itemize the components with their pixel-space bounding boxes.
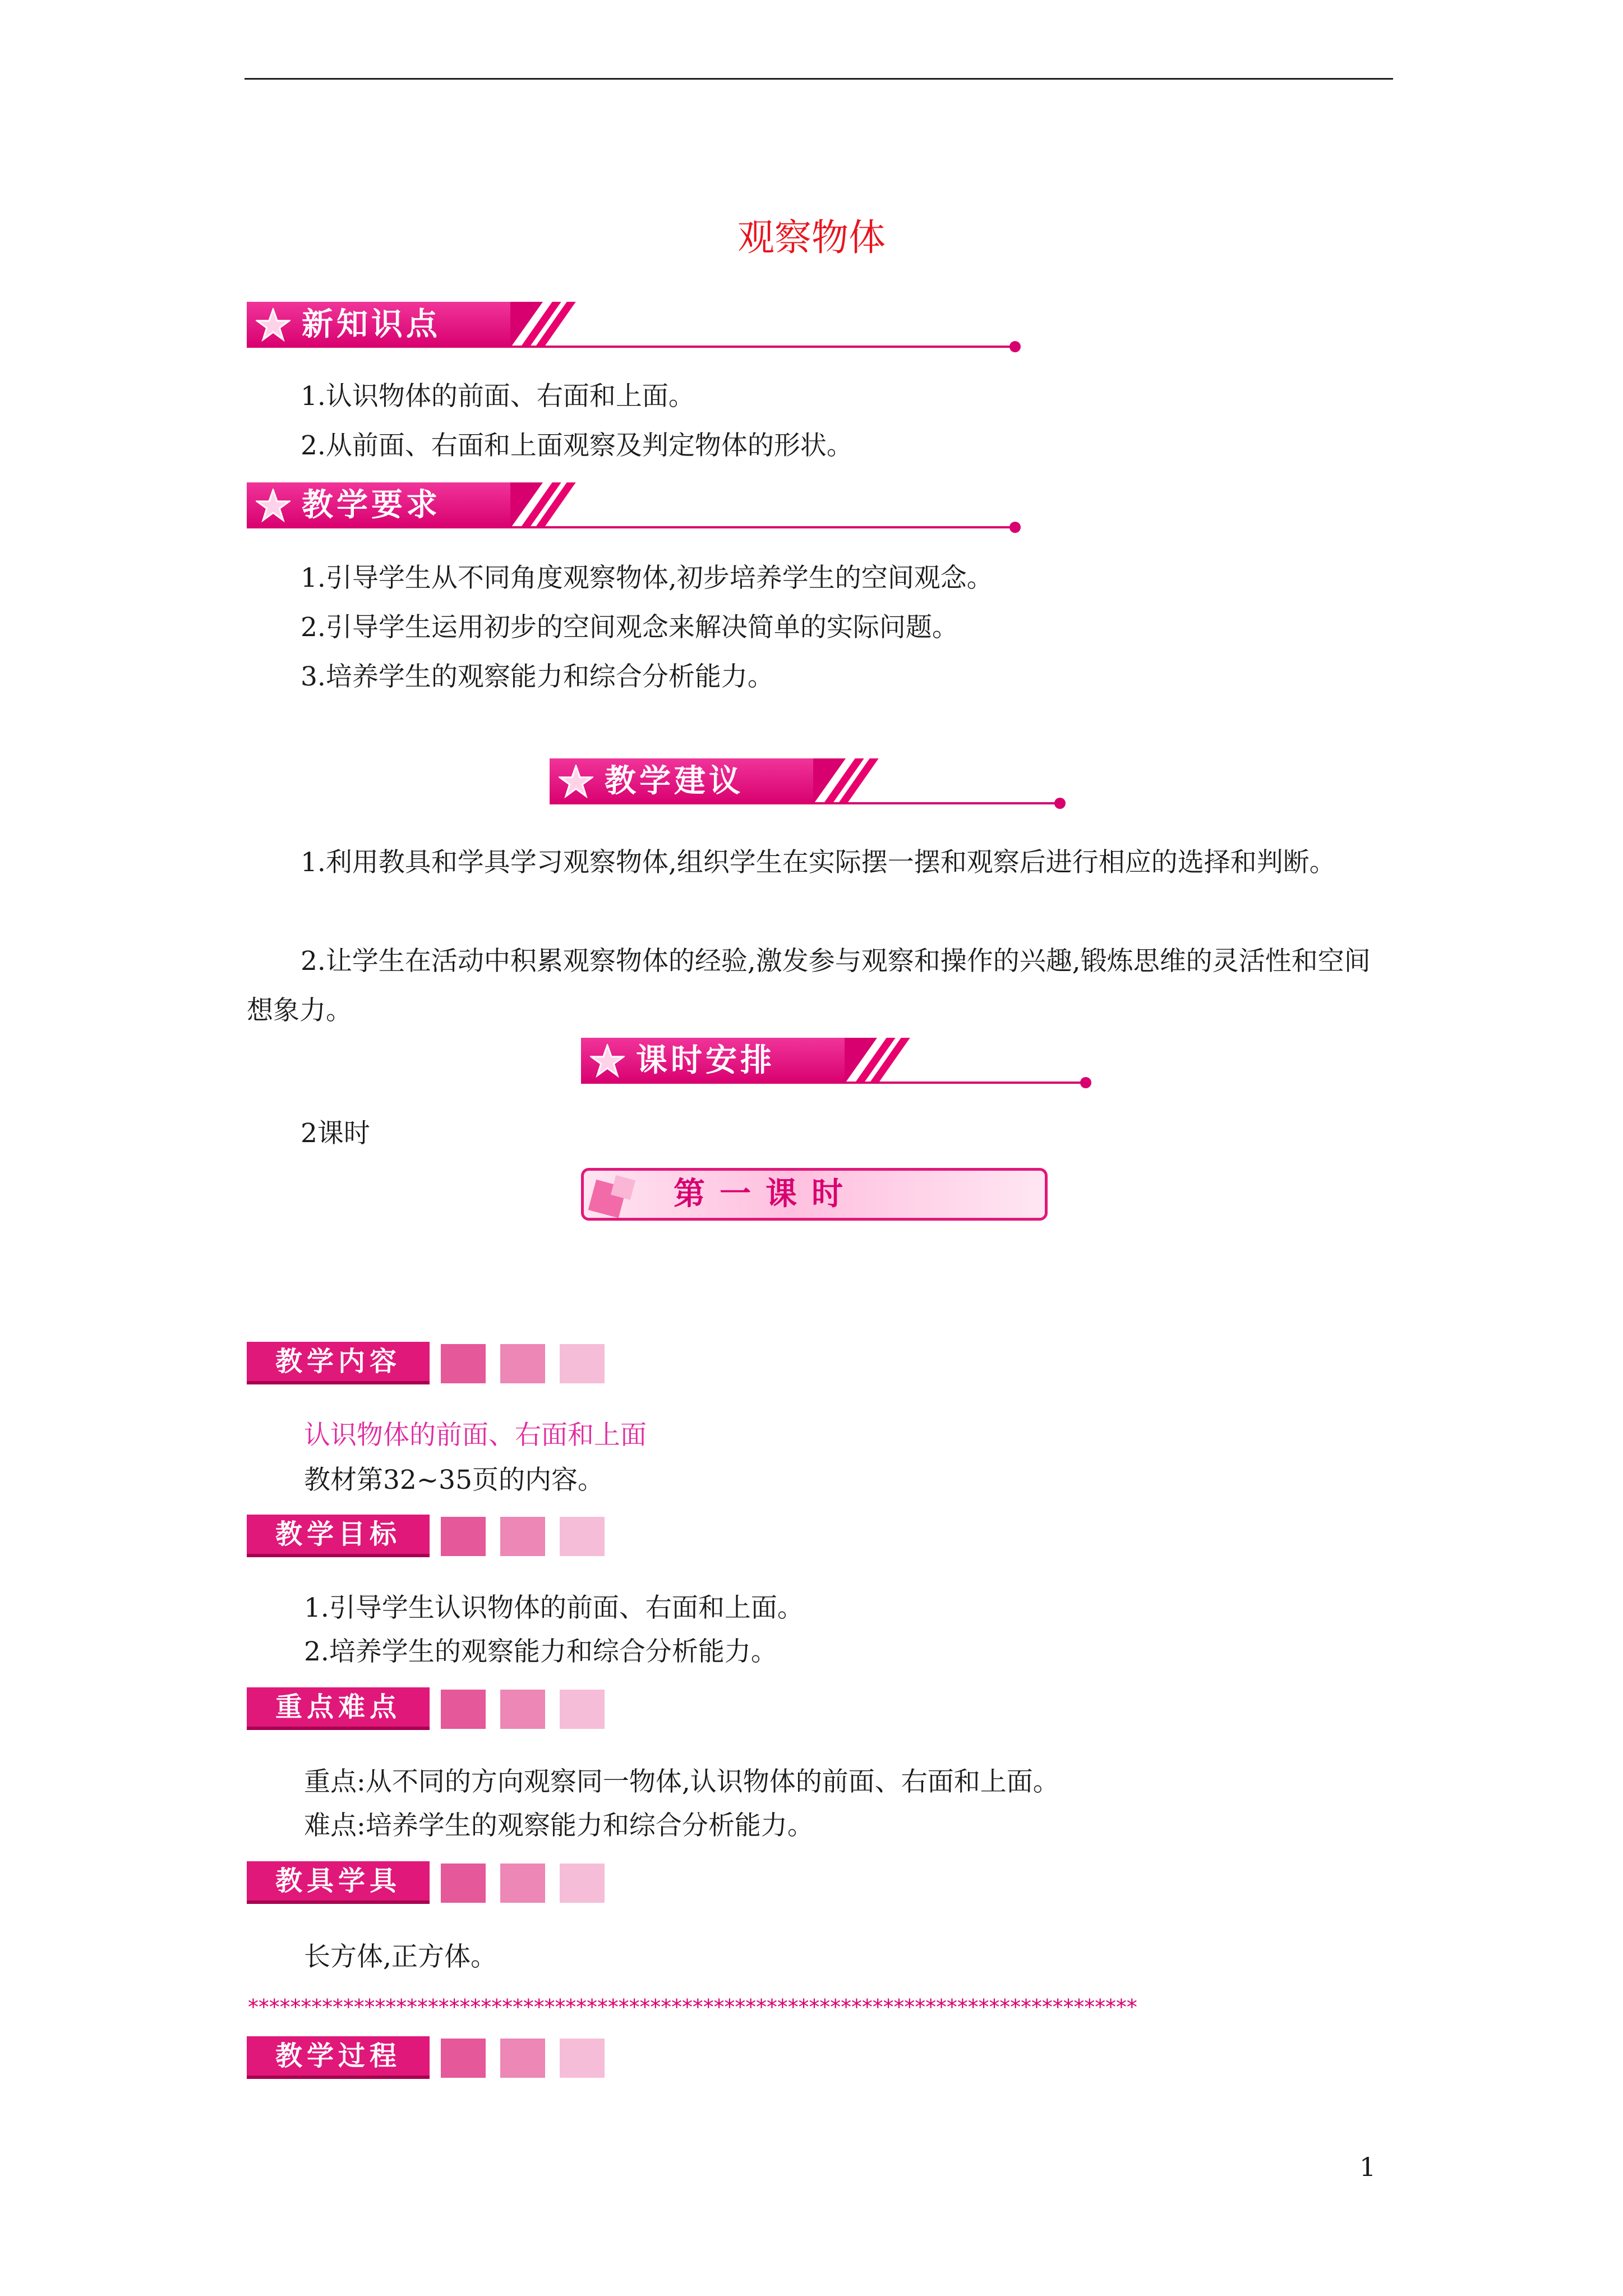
list-item: 1.引导学生从不同角度观察物体,初步培养学生的空间观念。 bbox=[301, 563, 993, 593]
list-item: 2.引导学生运用初步的空间观念来解决简单的实际问题。 bbox=[301, 612, 958, 643]
tag-label: 教具学具 bbox=[275, 1865, 401, 1897]
star-divider: ************************************************************************************ bbox=[247, 1996, 1136, 2018]
lesson-topic: 认识物体的前面、右面和上面 bbox=[304, 1420, 647, 1451]
list-item: 2.让学生在活动中积累观察物体的经验,激发参与观察和操作的兴趣,锻炼思维的灵活性和空间想象力。 bbox=[247, 946, 1371, 1026]
list-item: 重点:从不同的方向观察同一物体,认识物体的前面、右面和上面。 bbox=[304, 1766, 1059, 1797]
list-item: 3.培养学生的观察能力和综合分析能力。 bbox=[301, 661, 774, 692]
schedule-text: 2课时 bbox=[301, 1118, 370, 1149]
tools-text: 长方体,正方体。 bbox=[304, 1941, 497, 1972]
star-icon bbox=[256, 308, 291, 342]
list-item: 1.引导学生认识物体的前面、右面和上面。 bbox=[304, 1593, 804, 1623]
list-item: 2.培养学生的观察能力和综合分析能力。 bbox=[304, 1636, 777, 1667]
content-text: 教材第32~35页的内容。 bbox=[304, 1465, 604, 1496]
list-item: 难点:培养学生的观察能力和综合分析能力。 bbox=[304, 1810, 814, 1841]
tag-teaching-content bbox=[247, 1342, 617, 1386]
section-header-label: 教学建议 bbox=[605, 763, 744, 799]
tag-label: 教学目标 bbox=[275, 1519, 401, 1550]
section-header-label: 教学要求 bbox=[302, 487, 441, 523]
star-icon bbox=[256, 489, 291, 522]
lesson-banner-label: 第一课时 bbox=[674, 1176, 857, 1212]
section-header-label: 课时安排 bbox=[636, 1042, 775, 1079]
tag-label: 重点难点 bbox=[275, 1691, 401, 1723]
list-item: 1.利用教具和学具学习观察物体,组织学生在实际摆一摆和观察后进行相应的选择和判断。 bbox=[301, 847, 1336, 878]
tag-label: 教学过程 bbox=[275, 2040, 401, 2072]
header-rule bbox=[245, 78, 1393, 80]
list-item: 1.认识物体的前面、右面和上面。 bbox=[301, 381, 695, 412]
list-item: 2.从前面、右面和上面观察及判定物体的形状。 bbox=[301, 430, 853, 461]
tag-key-points bbox=[247, 1687, 617, 1731]
star-icon bbox=[559, 765, 593, 798]
tag-teaching-tools bbox=[247, 1861, 617, 1905]
section-header-label: 新知识点 bbox=[302, 306, 441, 343]
tag-label: 教学内容 bbox=[275, 1346, 401, 1377]
section-header-teaching-requirements bbox=[247, 482, 774, 528]
section-header-schedule bbox=[581, 1038, 1108, 1084]
page-title: 观察物体 bbox=[737, 216, 886, 259]
section-header-new-knowledge bbox=[247, 302, 774, 348]
tag-teaching-process bbox=[247, 2036, 617, 2080]
tag-teaching-goals bbox=[247, 1515, 617, 1558]
lesson-banner bbox=[581, 1168, 1048, 1221]
page-number: 1 bbox=[1359, 2152, 1376, 2182]
star-icon bbox=[590, 1044, 625, 1078]
section-header-teaching-suggestions bbox=[550, 758, 1077, 804]
